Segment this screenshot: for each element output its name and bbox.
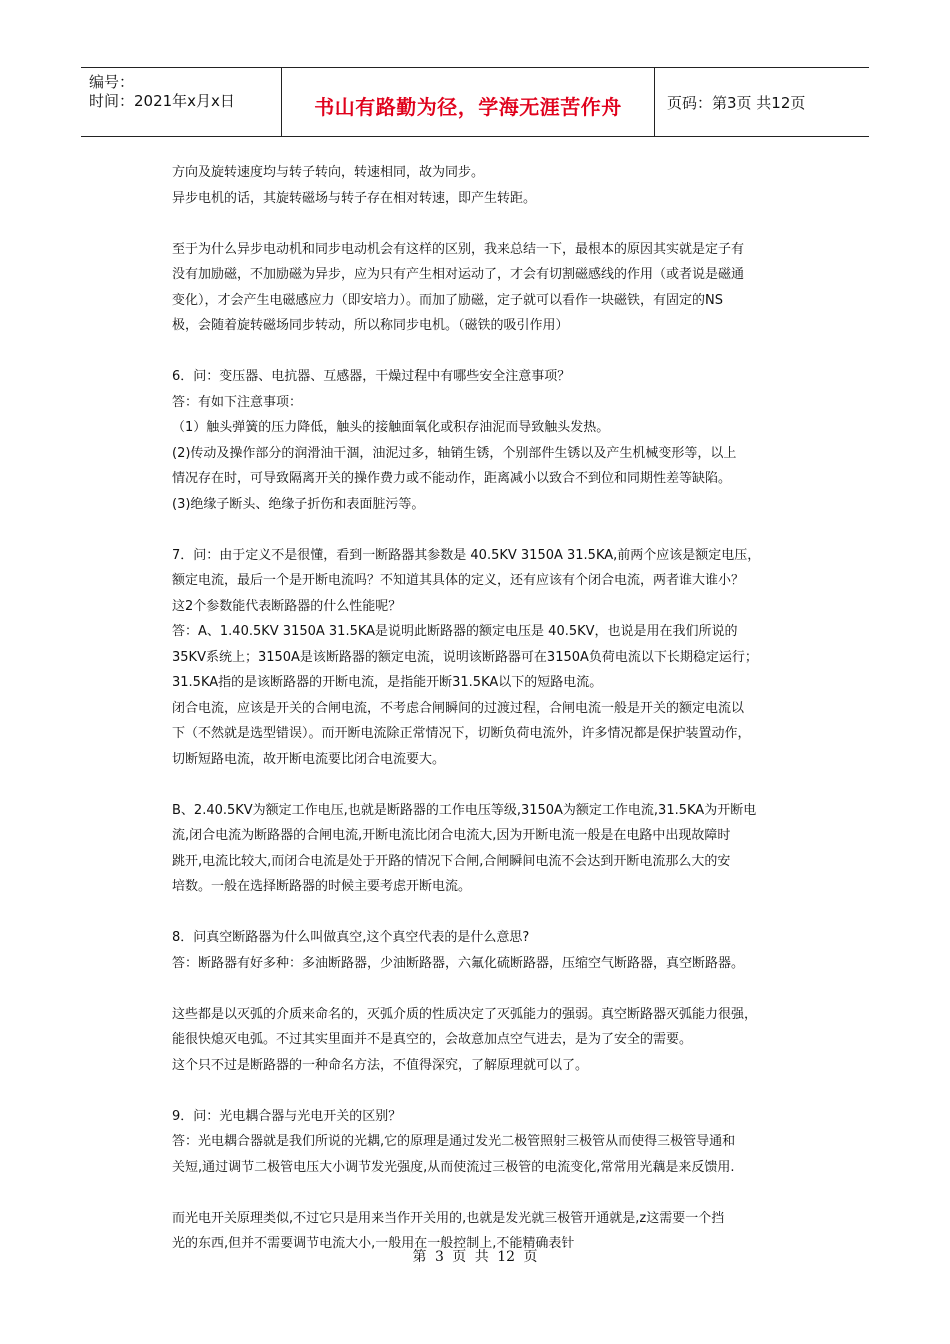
- document-number-label: 编号：: [89, 73, 135, 91]
- paragraph: 至于为什么异步电动机和同步电动机会有这样的区别，我来总结一下，最根本的原因其实就是定子有 没有加励磁，不加励磁为异步，应为只有产生相对运动了，才会有切割磁感线的作用（或者说是磁通 变化），才会产生电磁感应力（即安培力）。而加了励磁，定子就可以看作一块磁铁，有固定的NS 极，会随着旋转磁场同步转动，所以称同步电机。（磁铁的吸引作用）: [172, 241, 745, 333]
- paragraph: 而光电开关原理类似,不过它只是用来当作开关用的,也就是发光就三极管开通就是,z这需要一个挡 光的东西,但并不需要调节电流大小,一般用在一般控制上,不能精确表针: [172, 1210, 725, 1251]
- page-footer: 第 3 页 共 12 页: [412, 1249, 538, 1265]
- header-meta-cell: [81, 68, 282, 136]
- header-page-info: 页码：第3页 共12页: [667, 94, 806, 112]
- header-motto: 书山有路勤为径，学海无涯苦作舟: [314, 95, 622, 119]
- question-7: 7．问：由于定义不是很懂，看到一断路器其参数是 40.5KV 3150A 31.5KA,前两个应该是额定电压， 额定电流，最后一个是开断电流吗？不知道其具体的定义，还有应该有个闭合电流，两者谁大谁小？ 这2个参数能代表断路器的什么性能呢？ 答：A、1.40.5KV 3150A 31.5KA是说明此断路器的额定电压是 40.5KV，也说是用在我们所说的 35KV系统上；3150A是该断路器的额定电流，说明该断路器可在3150A负荷电流以下长期稳定运行； 31.5KA指的是该断路器的开断电流，是指能开断31.5KA以下的短路电流。 闭合电流，应该是开关的合闸电流，不考虑合闸瞬间的过渡过程，合闸电流一般是开关的额定电流以 下（不然就是选型错误）。而开断电流除正常情况下，切断负荷电流外，许多情况都是保护装置动作， 切断短路电流，故开断电流要比闭合电流要大。: [172, 547, 761, 767]
- header-page-cell: [655, 68, 869, 136]
- paragraph: 这些都是以灭弧的介质来命名的，灭弧介质的性质决定了灭弧能力的强弱。真空断路器灭弧能力很强， 能很快熄灭电弧。不过其实里面并不是真空的，会故意加点空气进去，是为了安全的需要。 这个只不过是断路器的一种命名方法，不值得深究，了解原理就可以了。: [172, 1006, 758, 1073]
- paragraph: B、2.40.5KV为额定工作电压,也就是断路器的工作电压等级,3150A为额定工作电流,31.5KA为开断电 流,闭合电流为断路器的合闸电流,开断电流比闭合电流大,因为开断电流一般是在电路中出现故障时 跳开,电流比较大,而闭合电流是处于开路的情况下合闸,合闸瞬间电流不会达到开断电流那么大的安 培数。一般在选择断路器的时候主要考虑开断电流。: [172, 802, 757, 894]
- question-6: 6．问：变压器、电抗器、互感器，干燥过程中有哪些安全注意事项？ 答：有如下注意事项： （1）触头弹簧的压力降低，触头的接触面氧化或积存油泥而导致触头发热。 (2)传动及操作部分的润滑油干涸，油泥过多，轴销生锈，个别部件生锈以及产生机械变形等，以上 情况存在时，可导致隔离开关的操作费力或不能动作，距离减小以致合不到位和同期性差等缺陷。 (3)绝缘子断头、绝缘子折伤和表面脏污等。: [172, 369, 737, 512]
- page-header: [81, 67, 869, 137]
- question-8: 8．问真空断路器为什么叫做真空,这个真空代表的是什么意思? 答：断路器有好多种：多油断路器，少油断路器，六氟化硫断路器，压缩空气断路器，真空断路器。: [172, 930, 745, 971]
- question-9: 9．问：光电耦合器与光电开关的区别？ 答：光电耦合器就是我们所说的光耦,它的原理是通过发光二极管照射三极管从而使得三极管导通和 关短,通过调节二极管电压大小调节发光强度,从而使流过三极管的电流变化,常常用光藕是来反馈用.: [172, 1108, 736, 1175]
- document-body: [172, 160, 822, 1257]
- paragraph: 方向及旋转速度均与转子转向，转速相同，故为同步。 异步电机的话，其旋转磁场与转子存在相对转速，即产生转距。: [172, 165, 537, 206]
- document-time-label: 时间：2021年x月x日: [89, 92, 235, 110]
- header-motto-cell: [282, 68, 655, 136]
